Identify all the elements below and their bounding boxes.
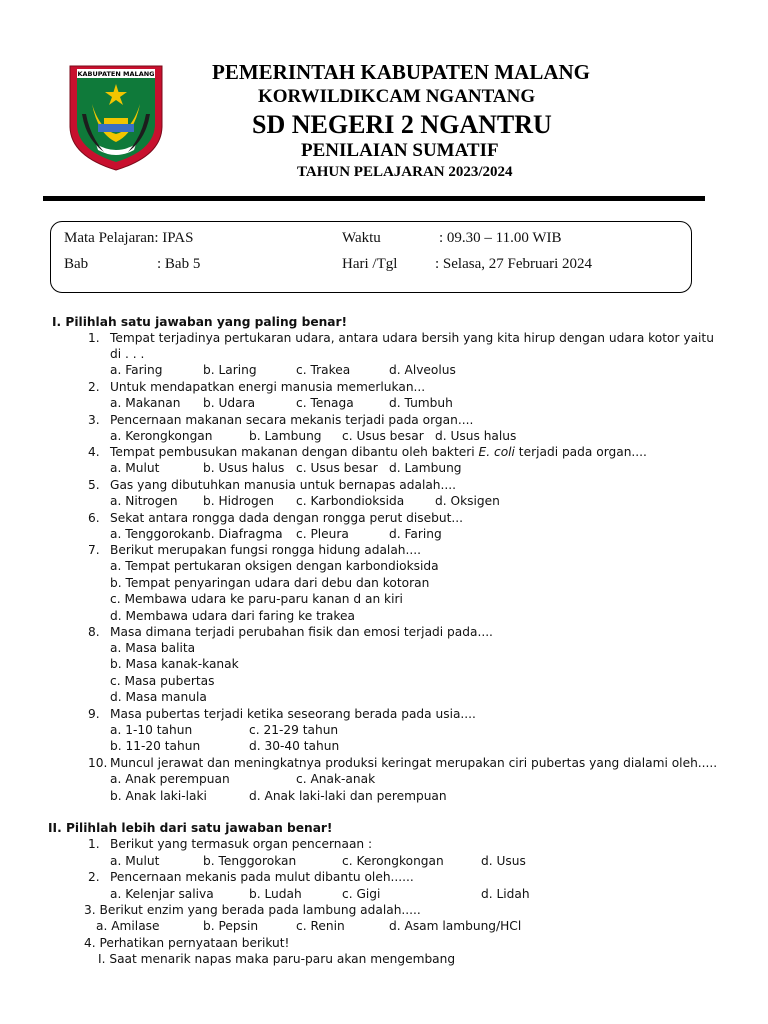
option-d: d. Faring	[389, 527, 442, 541]
option-d: d. Membawa udara dari faring ke trakea	[110, 609, 355, 623]
option-c: c. Kerongkongan	[342, 854, 444, 868]
option-d: d. Oksigen	[435, 494, 500, 508]
option-a: a. Kelenjar saliva	[110, 887, 214, 901]
question-number: 2.	[88, 380, 100, 394]
question-text: 4. Perhatikan pernyataan berikut!	[84, 936, 290, 950]
option-a: a. Tempat pertukaran oksigen dengan karbondioksida	[110, 559, 439, 573]
chapter-value: : Bab 5	[157, 256, 201, 272]
option-a: a. Mulut	[110, 854, 160, 868]
option-a: a. Kerongkongan	[110, 429, 213, 443]
question-number: 1.	[88, 837, 100, 851]
header-school-name: SD NEGERI 2 NGANTRU	[252, 110, 552, 139]
question-text: Berikut yang termasuk organ pencernaan :	[110, 837, 373, 851]
option-b: b. Ludah	[249, 887, 302, 901]
question-text: Berikut merupakan fungsi rongga hidung adalah....	[110, 543, 422, 557]
question-number: 9.	[88, 707, 100, 721]
option-d: d. Masa manula	[110, 690, 207, 704]
question-text: di . . .	[110, 347, 145, 361]
option-d: d. Alveolus	[389, 363, 456, 377]
question-text: Muncul jerawat dan meningkatnya produksi keringat merupakan ciri pubertas yang dialami oleh.....	[110, 756, 718, 770]
question-number: 1.	[88, 331, 100, 345]
chapter-label: Bab	[64, 256, 89, 272]
option-d: d. 30-40 tahun	[249, 739, 340, 753]
option-b: b. Tenggorokan	[203, 854, 297, 868]
option-d: d. Anak laki-laki dan perempuan	[249, 789, 447, 803]
logo-text: KABUPATEN MALANG	[77, 70, 155, 78]
header-divider	[43, 196, 705, 201]
option-d: d. Lambung	[389, 461, 462, 475]
option-c: c. Usus besar	[342, 429, 424, 443]
time-value: : 09.30 – 11.00 WIB	[439, 230, 562, 246]
option-b: b. Pepsin	[203, 919, 259, 933]
question-number: 3.	[88, 413, 100, 427]
option-b: b. Udara	[203, 396, 256, 410]
question-text: Sekat antara rongga dada dengan rongga perut disebut...	[110, 511, 463, 525]
header-korwil: KORWILDIKCAM NGANTANG	[258, 86, 536, 107]
option-a: a. Mulut	[110, 461, 160, 475]
question-text: Masa dimana terjadi perubahan fisik dan emosi terjadi pada....	[110, 625, 493, 639]
option-b: b. Lambung	[249, 429, 322, 443]
option-c: c. Anak-anak	[296, 772, 376, 786]
option-b: b. 11-20 tahun	[110, 739, 201, 753]
option-c: c. Membawa udara ke paru-paru kanan d an kiri	[110, 592, 403, 606]
option-a: a. Faring	[110, 363, 163, 377]
option-b: b. Laring	[203, 363, 257, 377]
option-c: c. Trakea	[296, 363, 351, 377]
option-a: a. Anak perempuan	[110, 772, 230, 786]
option-b: b. Anak laki-laki	[110, 789, 207, 803]
option-b: b. Hidrogen	[203, 494, 274, 508]
question-text: Tempat pembusukan makanan dengan dibantu oleh bakteri E. coli terjadi pada organ....	[110, 445, 647, 459]
option-d: d. Usus halus	[435, 429, 517, 443]
question-text: Tempat terjadinya pertukaran udara, antara udara bersih yang kita hirup dengan udara kotor yaitu	[110, 331, 714, 345]
time-label: Waktu	[342, 230, 381, 246]
option-d: d. Lidah	[481, 887, 530, 901]
option-c: c. Renin	[296, 919, 345, 933]
option-c: c. Masa pubertas	[110, 674, 215, 688]
question-text: Untuk mendapatkan energi manusia memerlukan...	[110, 380, 426, 394]
section-2-heading: II. Pilihlah lebih dari satu jawaban benar!	[48, 821, 333, 835]
option-c: c. Gigi	[342, 887, 381, 901]
option-c: c. 21-29 tahun	[249, 723, 339, 737]
date-label: Hari /Tgl	[342, 256, 398, 272]
question-number: 7.	[88, 543, 100, 557]
option-d: d. Usus	[481, 854, 526, 868]
kabupaten-malang-logo	[68, 64, 164, 172]
option-c: c. Karbondioksida	[296, 494, 405, 508]
question-text: Masa pubertas terjadi ketika seseorang berada pada usia....	[110, 707, 476, 721]
question-text: Pencernaan mekanis pada mulut dibantu oleh......	[110, 870, 414, 884]
section-1-heading: I. Pilihlah satu jawaban yang paling benar!	[52, 315, 348, 329]
date-value: : Selasa, 27 Februari 2024	[435, 256, 593, 272]
option-c: c. Tenaga	[296, 396, 354, 410]
option-a: a. Makanan	[110, 396, 181, 410]
option-a: a. Masa balita	[110, 641, 196, 655]
question-number: 6.	[88, 511, 100, 525]
option-c: c. Usus besar	[296, 461, 378, 475]
option-d: d. Asam lambung/HCl	[389, 919, 522, 933]
option-b: b. Usus halus	[203, 461, 285, 475]
question-number: 2.	[88, 870, 100, 884]
question-number: 10.	[88, 756, 108, 770]
option-b: b. Masa kanak-kanak	[110, 657, 239, 671]
option-a: a. Nitrogen	[110, 494, 178, 508]
option-b: b. Diafragma	[203, 527, 283, 541]
question-number: 8.	[88, 625, 100, 639]
question-text: Pencernaan makanan secara mekanis terjadi pada organ....	[110, 413, 474, 427]
header-government: PEMERINTAH KABUPATEN MALANG	[212, 60, 590, 84]
option-b: b. Tempat penyaringan udara dari debu dan kotoran	[110, 576, 430, 590]
statement: I. Saat menarik napas maka paru-paru akan mengembang	[98, 952, 456, 966]
subject-label: Mata Pelajaran: IPAS	[64, 230, 194, 246]
option-a: a. Tenggorokan	[110, 527, 203, 541]
option-c: c. Pleura	[296, 527, 349, 541]
option-a: a. Amilase	[96, 919, 160, 933]
question-number: 4.	[88, 445, 100, 459]
option-a: a. 1-10 tahun	[110, 723, 193, 737]
header-assessment: PENILAIAN SUMATIF	[301, 140, 499, 161]
question-number: 5.	[88, 478, 100, 492]
question-text: Gas yang dibutuhkan manusia untuk bernapas adalah....	[110, 478, 457, 492]
header-school-year: TAHUN PELAJARAN 2023/2024	[297, 164, 513, 180]
question-text: 3. Berikut enzim yang berada pada lambung adalah.....	[84, 903, 421, 917]
option-d: d. Tumbuh	[389, 396, 453, 410]
